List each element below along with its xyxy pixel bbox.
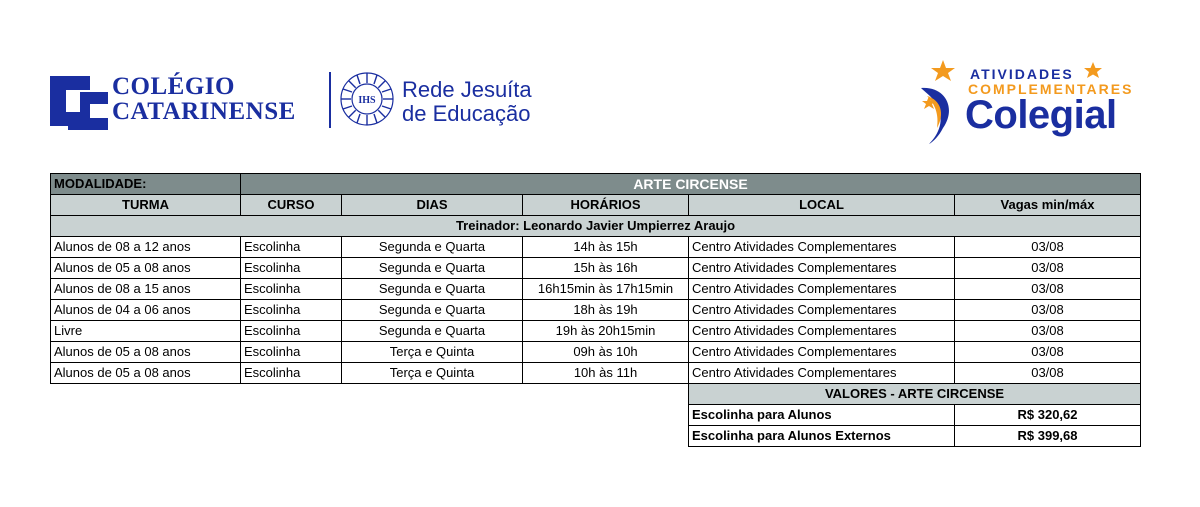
star-icon <box>931 60 955 81</box>
cell-horario: 15h às 16h <box>523 258 689 279</box>
jesuit-seal-icon <box>338 70 396 128</box>
price-label: Escolinha para Alunos Externos <box>689 426 955 447</box>
valores-title-row <box>51 384 1141 405</box>
cell-vagas: 03/08 <box>955 321 1141 342</box>
cell-curso: Escolinha <box>241 363 342 384</box>
price-value: R$ 320,62 <box>955 405 1141 426</box>
cell-dias: Segunda e Quarta <box>342 321 523 342</box>
cell-local: Centro Atividades Complementares <box>689 321 955 342</box>
table-row <box>51 363 1141 384</box>
col-header-dias: DIAS <box>342 195 523 216</box>
cell-turma: Alunos de 05 a 08 anos <box>51 363 241 384</box>
cell-dias: Segunda e Quarta <box>342 237 523 258</box>
price-value: R$ 399,68 <box>955 426 1141 447</box>
cell-vagas: 03/08 <box>955 279 1141 300</box>
col-header-turma: TURMA <box>51 195 241 216</box>
cell-local: Centro Atividades Complementares <box>689 300 955 321</box>
modalidade-value: ARTE CIRCENSE <box>241 174 1141 195</box>
cell-local: Centro Atividades Complementares <box>689 237 955 258</box>
cell-dias: Terça e Quinta <box>342 363 523 384</box>
cell-turma: Livre <box>51 321 241 342</box>
cell-local: Centro Atividades Complementares <box>689 258 955 279</box>
cell-curso: Escolinha <box>241 258 342 279</box>
table-row <box>51 258 1141 279</box>
cell-horario: 19h às 20h15min <box>523 321 689 342</box>
cell-local: Centro Atividades Complementares <box>689 342 955 363</box>
colegio-catarinense-logo <box>50 70 340 132</box>
rede-jesuita-text <box>402 78 532 126</box>
rede-line1: Rede Jesuíta <box>402 77 532 102</box>
col-header-curso: CURSO <box>241 195 342 216</box>
colegio-name-line1: COLÉGIO <box>112 73 235 100</box>
cell-vagas: 03/08 <box>955 300 1141 321</box>
swoosh-icon <box>921 88 949 144</box>
cell-curso: Escolinha <box>241 279 342 300</box>
cell-dias: Segunda e Quarta <box>342 279 523 300</box>
cell-dias: Terça e Quinta <box>342 342 523 363</box>
trainer-name: Treinador: Leonardo Javier Umpierrez Araujo <box>51 216 1141 237</box>
col-header-local: LOCAL <box>689 195 955 216</box>
cell-horario: 14h às 15h <box>523 237 689 258</box>
price-row <box>51 426 1141 447</box>
cell-turma: Alunos de 05 a 08 anos <box>51 258 241 279</box>
cell-curso: Escolinha <box>241 300 342 321</box>
cell-turma: Alunos de 05 a 08 anos <box>51 342 241 363</box>
schedule-table <box>50 173 1141 447</box>
table-row <box>51 321 1141 342</box>
modalidade-label: MODALIDADE: <box>51 174 241 195</box>
cell-horario: 10h às 11h <box>523 363 689 384</box>
table-row <box>51 237 1141 258</box>
cell-vagas: 03/08 <box>955 258 1141 279</box>
valores-title: VALORES - ARTE CIRCENSE <box>689 384 1141 405</box>
cell-dias: Segunda e Quarta <box>342 300 523 321</box>
cell-turma: Alunos de 08 a 15 anos <box>51 279 241 300</box>
cell-curso: Escolinha <box>241 237 342 258</box>
cell-local: Centro Atividades Complementares <box>689 363 955 384</box>
col-header-vagas: Vagas min/máx <box>955 195 1141 216</box>
cell-horario: 18h às 19h <box>523 300 689 321</box>
colegial-label: Colegial <box>965 93 1117 137</box>
table-row <box>51 300 1141 321</box>
cell-curso: Escolinha <box>241 342 342 363</box>
star-icon <box>1084 62 1102 78</box>
cell-curso: Escolinha <box>241 321 342 342</box>
cell-horario: 16h15min às 17h15min <box>523 279 689 300</box>
seal-text: IHS <box>358 95 376 106</box>
rede-line2: de Educação <box>402 101 531 126</box>
cell-vagas: 03/08 <box>955 342 1141 363</box>
table-row <box>51 342 1141 363</box>
cc-monogram-icon <box>50 72 108 130</box>
cell-vagas: 03/08 <box>955 363 1141 384</box>
colegio-name <box>112 74 296 124</box>
cell-dias: Segunda e Quarta <box>342 258 523 279</box>
cell-turma: Alunos de 04 a 06 anos <box>51 300 241 321</box>
table-row <box>51 279 1141 300</box>
trainer-row <box>51 216 1141 237</box>
colegio-name-line2: CATARINENSE <box>112 98 296 125</box>
price-row <box>51 405 1141 426</box>
logo-divider <box>329 72 331 128</box>
cell-vagas: 03/08 <box>955 237 1141 258</box>
atividades-label: ATIVIDADES <box>970 66 1074 82</box>
header-row <box>51 195 1141 216</box>
cell-local: Centro Atividades Complementares <box>689 279 955 300</box>
price-label: Escolinha para Alunos <box>689 405 955 426</box>
modalidade-row <box>51 174 1141 195</box>
cell-horario: 09h às 10h <box>523 342 689 363</box>
col-header-horarios: HORÁRIOS <box>523 195 689 216</box>
cell-turma: Alunos de 08 a 12 anos <box>51 237 241 258</box>
complementares-label: COMPLEMENTARES <box>968 81 1134 97</box>
